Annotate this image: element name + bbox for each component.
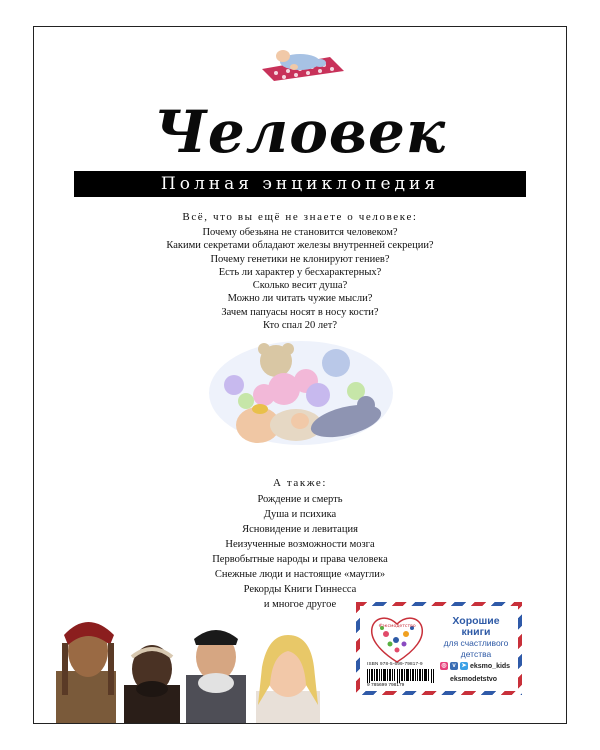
telegram-icon: ➤ — [461, 663, 467, 669]
slogan-line: детства — [460, 649, 492, 659]
topic-item: Душа и психика — [263, 509, 337, 520]
slogan-line: для счастливого — [443, 638, 509, 648]
topic-item: Снежные люди и настоящие «маугли» — [214, 569, 386, 580]
slogan-line: книги — [461, 626, 491, 638]
question-item: Есть ли характер у бесхарактерных? — [218, 266, 382, 278]
babies-toys-illustration — [206, 333, 396, 451]
book-title: Человек — [153, 98, 447, 166]
barcode-digits: 9 785699 798179 — [367, 683, 405, 688]
question-item: Кто спал 20 лет? — [262, 320, 338, 332]
isbn-text: ISBN 978-5-699-79817-9 — [367, 661, 423, 666]
back-cover — [33, 26, 567, 724]
intro-heading: Всё, что вы ещё не знаете о человеке: — [182, 211, 418, 223]
questions-list — [34, 226, 566, 332]
topic-item: Ясновидение и левитация — [242, 524, 358, 535]
publisher-slogan — [434, 616, 518, 660]
topic-item: Неизученные возможности мозга — [225, 539, 375, 550]
topic-item: Рекорды Книги Гиннесса — [243, 584, 357, 595]
stamp-hashtag: #эксмодетство — [378, 624, 416, 629]
question-item: Почему генетики не клонируют гениев? — [210, 253, 390, 265]
question-item: Зачем папуасы носят в носу кости? — [221, 306, 379, 318]
publisher-envelope — [356, 602, 522, 695]
baby-illustration — [256, 41, 348, 83]
question-item: Можно ли читать чужие мысли? — [227, 293, 373, 305]
also-heading: А также: — [272, 477, 328, 489]
topic-item: Первобытные народы и права человека — [212, 554, 388, 565]
publisher-site: eksmodetstvo — [450, 676, 498, 683]
slogan-line: Хорошие — [452, 615, 500, 627]
question-item: Какими секретами обладают железы внутренней секреции? — [166, 240, 434, 252]
heart-stamp-icon — [368, 614, 426, 666]
instagram-icon: ◎ — [441, 663, 447, 669]
book-subtitle: Полная энциклопедия — [74, 171, 526, 197]
topic-item: и многое другое — [263, 599, 337, 610]
topics-list — [34, 492, 566, 612]
barcode-block — [367, 661, 435, 689]
vk-icon: v — [450, 662, 458, 670]
question-item: Сколько весит душа? — [252, 280, 348, 292]
social-handle: eksmo_kids — [470, 662, 511, 670]
people-portraits-illustration — [48, 605, 328, 724]
barcode-icon — [367, 669, 435, 683]
question-item: Почему обезьяна не становится человеком? — [202, 227, 398, 238]
social-links — [440, 662, 510, 670]
topic-item: Рождение и смерть — [257, 494, 343, 505]
